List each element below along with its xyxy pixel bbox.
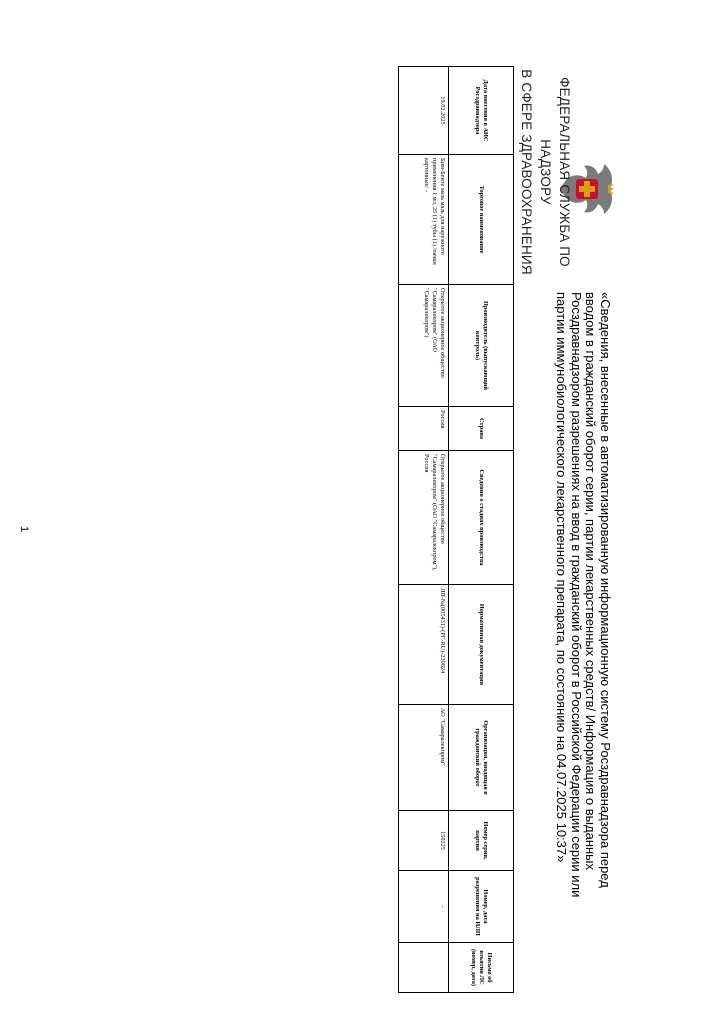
column-header-batch-number: Номер серии, партии xyxy=(449,811,514,871)
column-header-permit-number: Номер, дата разрешения на ИЛП xyxy=(449,871,514,943)
cell-manufacturer: Открытое акционерное общество "Самаралекпром" (ОАО "Самаралекпром") xyxy=(399,285,449,407)
cell-permit-number: - xyxy=(399,871,449,943)
column-header-regulatory-docs: Нормативная документация xyxy=(449,585,514,705)
table-header-row xyxy=(449,67,514,993)
cell-production-stages: Открытое акционерное общество "Самаралекпром" (ОАО "Самаралекпром"), Россия xyxy=(399,451,449,585)
cell-batch-number: 150225 xyxy=(399,811,449,871)
cell-trade-name: Бим-Бенте мазь мазь для наружного применения 1 мл, 25 (1) тубы (1) /пачки картонные/ - xyxy=(399,155,449,285)
cell-entry-date: 19.02.2025 xyxy=(399,67,449,155)
cell-country: Россия xyxy=(399,407,449,451)
cell-organization: АО "Самаралекпром" xyxy=(399,705,449,811)
cell-withdrawal-letter xyxy=(399,943,449,993)
agency-name xyxy=(517,62,574,282)
column-header-production-stages: Сведения о стадиях производства xyxy=(449,451,514,585)
column-header-entry-date: Дата внесения в АИС Росздравнадзора xyxy=(449,67,514,155)
drug-series-table xyxy=(398,66,514,993)
agency-name-line-2: В СФЕРЕ ЗДРАВООХРАНЕНИЯ xyxy=(519,69,534,275)
column-header-manufacturer: Производитель (выпускающий контроль) xyxy=(449,285,514,407)
cell-regulatory-docs: ЛП-№(005431)-(РГ-RU)-230824 xyxy=(399,585,449,705)
column-header-withdrawal-letter: Письмо об изъятии ЛС (номер, дата) xyxy=(449,943,514,993)
page-number: 1 xyxy=(18,526,30,533)
agency-name-line-1: ФЕДЕРАЛЬНАЯ СЛУЖБА ПО НАДЗОРУ xyxy=(538,77,572,267)
column-header-trade-name: Торговое наименование xyxy=(449,155,514,285)
table-row xyxy=(399,67,449,993)
column-header-organization: Организация, вводящая в гражданский оборот xyxy=(449,705,514,811)
document-title: «Сведения, внесенные в автоматизированную информационную систему Росздравнадзора перед вводом в гражданский оборот серии, партии лекарственных средств/ Информация о выданных Росздравнадзором разрешениях на ввод в гражданский оборот в Российской Федерации серии или партии иммунобиологического лекарственного препарата, по состоянию на 04.07.2025 10:37» xyxy=(554,292,613,898)
column-header-country: Страна xyxy=(449,407,514,451)
